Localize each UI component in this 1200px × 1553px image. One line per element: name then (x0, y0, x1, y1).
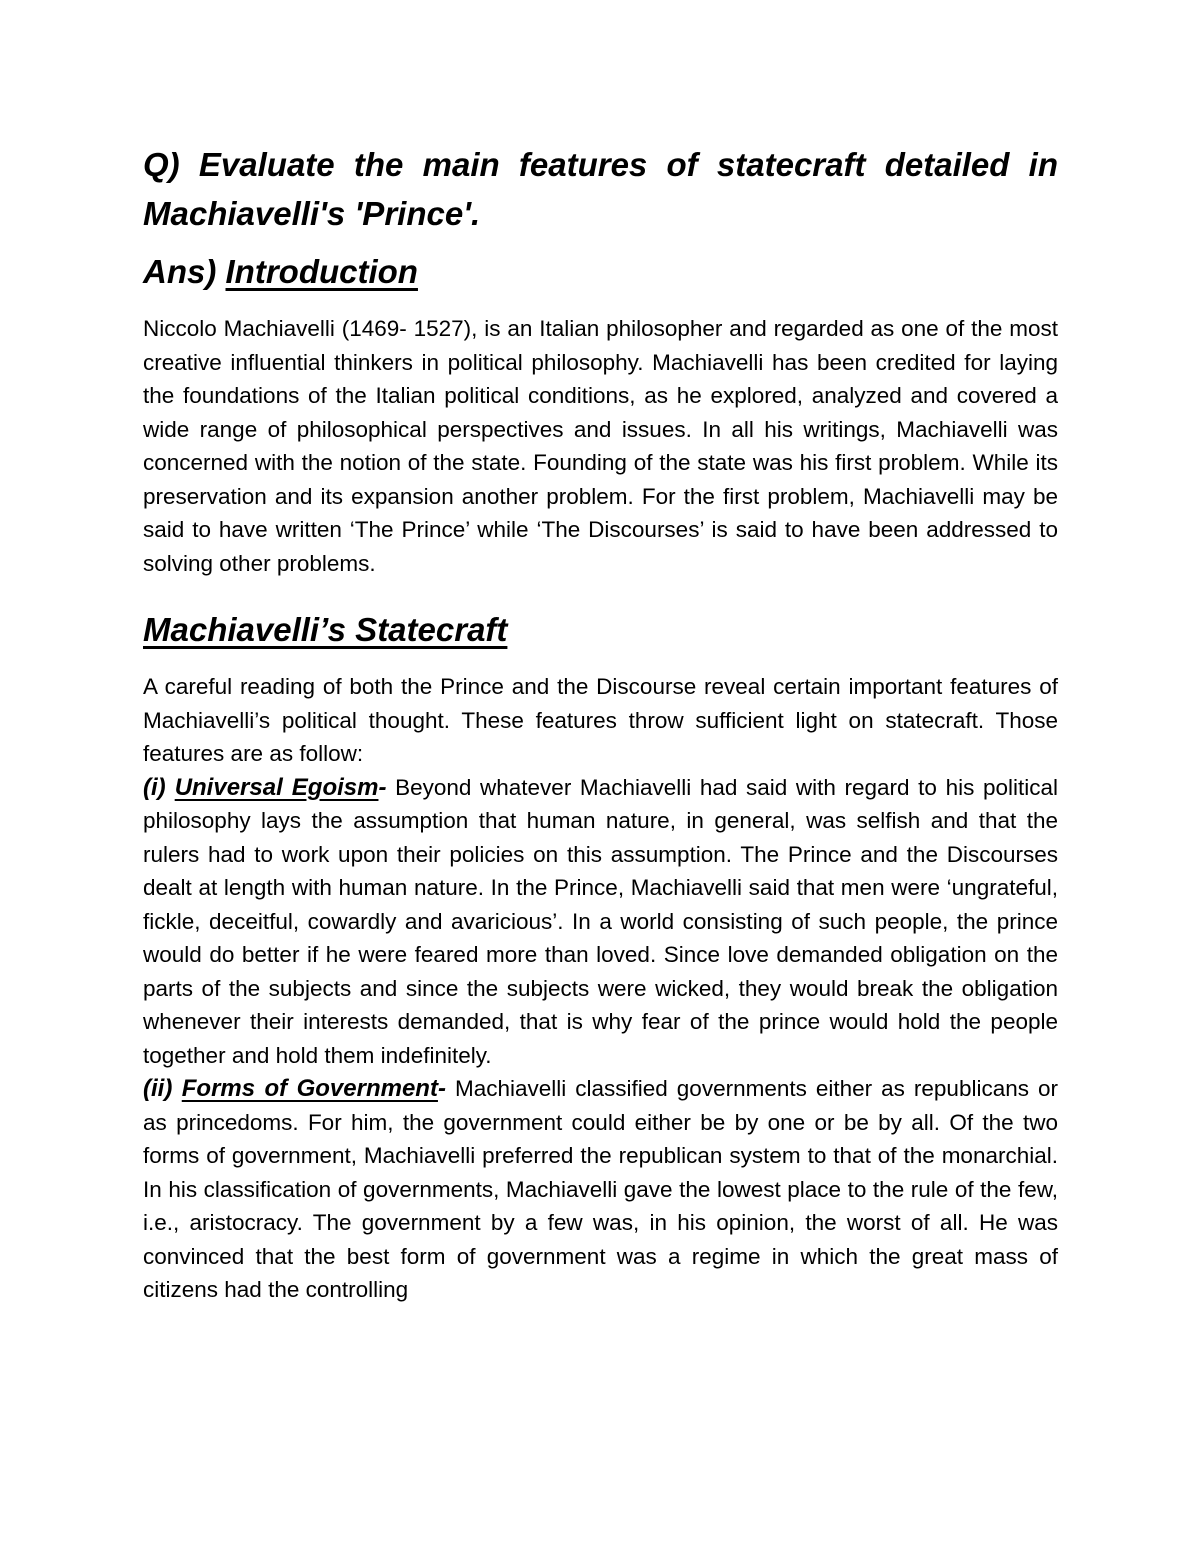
feature-title: Universal Egoism (174, 773, 379, 801)
document-page (143, 140, 1058, 1307)
introduction-title: Introduction (225, 253, 418, 290)
statecraft-title: Machiavelli’s Statecraft (143, 611, 508, 648)
feature-lead (143, 1075, 446, 1102)
feature-text: Machiavelli classified governments either as republicans or as princedoms. For him, the government could either be by one or be by all. Of the two forms of government, Machiavelli preferred the republican system to that of the monarchial. In his classification of governments, Machiavelli gave the lowest place to the rule of the few, i.e., aristocracy. The government by a few was, in his opinion, the worst of all. He was convinced that the best form of government was a regime in which the great mass of citizens had the controlling (143, 1076, 1058, 1302)
answer-prefix: Ans) (143, 253, 226, 290)
feature-number: (i) (143, 773, 175, 801)
feature-paragraph-universal-egoism (143, 771, 1058, 1073)
introduction-paragraph: Niccolo Machiavelli (1469- 1527), is an Italian philosopher and regarded as one of the most creative influential thinkers in political philosophy. Machiavelli has been credited for laying the foundations of the Italian political conditions, as he explored, analyzed and covered a wide range of philosophical perspectives and issues. In all his writings, Machiavelli was concerned with the notion of the state. Founding of the state was his first problem. While its preservation and its expansion another problem. For the first problem, Machiavelli may be said to have written ‘The Prince’ while ‘The Discourses’ is said to have been addressed to solving other problems. (143, 316, 1058, 576)
feature-lead (143, 774, 386, 801)
feature-title: Forms of Government (181, 1075, 438, 1102)
feature-paragraph-forms-of-government (143, 1072, 1058, 1307)
feature-number: (ii) (143, 1075, 182, 1102)
statecraft-intro-paragraph: A careful reading of both the Prince and the Discourse reveal certain important features of Machiavelli’s political thought. These features throw sufficient light on statecraft. Those features are as follow: (143, 674, 1058, 766)
introduction-heading (143, 252, 1058, 292)
feature-text: Beyond whatever Machiavelli had said with regard to his political philosophy lays the assumption that human nature, in general, was selfish and that the rulers had to work upon their policies on this assumption. The Prince and the Discourses dealt at length with human nature. In the Prince, Machiavelli said that men were ‘ungrateful, fickle, deceitful, cowardly and avaricious’. In a world consisting of such people, the prince would do better if he were feared more than loved. Since love demanded obligation on the parts of the subjects and since the subjects were wicked, they would break the obligation whenever their interests demanded, that is why fear of the prince would hold the people together and hold them indefinitely. (143, 774, 1058, 1068)
statecraft-heading (143, 610, 1058, 650)
question-title: Q) Evaluate the main features of statecraft detailed in Machiavelli's 'Prince'. (143, 146, 1058, 232)
feature-dash: - (437, 1075, 446, 1102)
feature-dash: - (378, 773, 387, 801)
